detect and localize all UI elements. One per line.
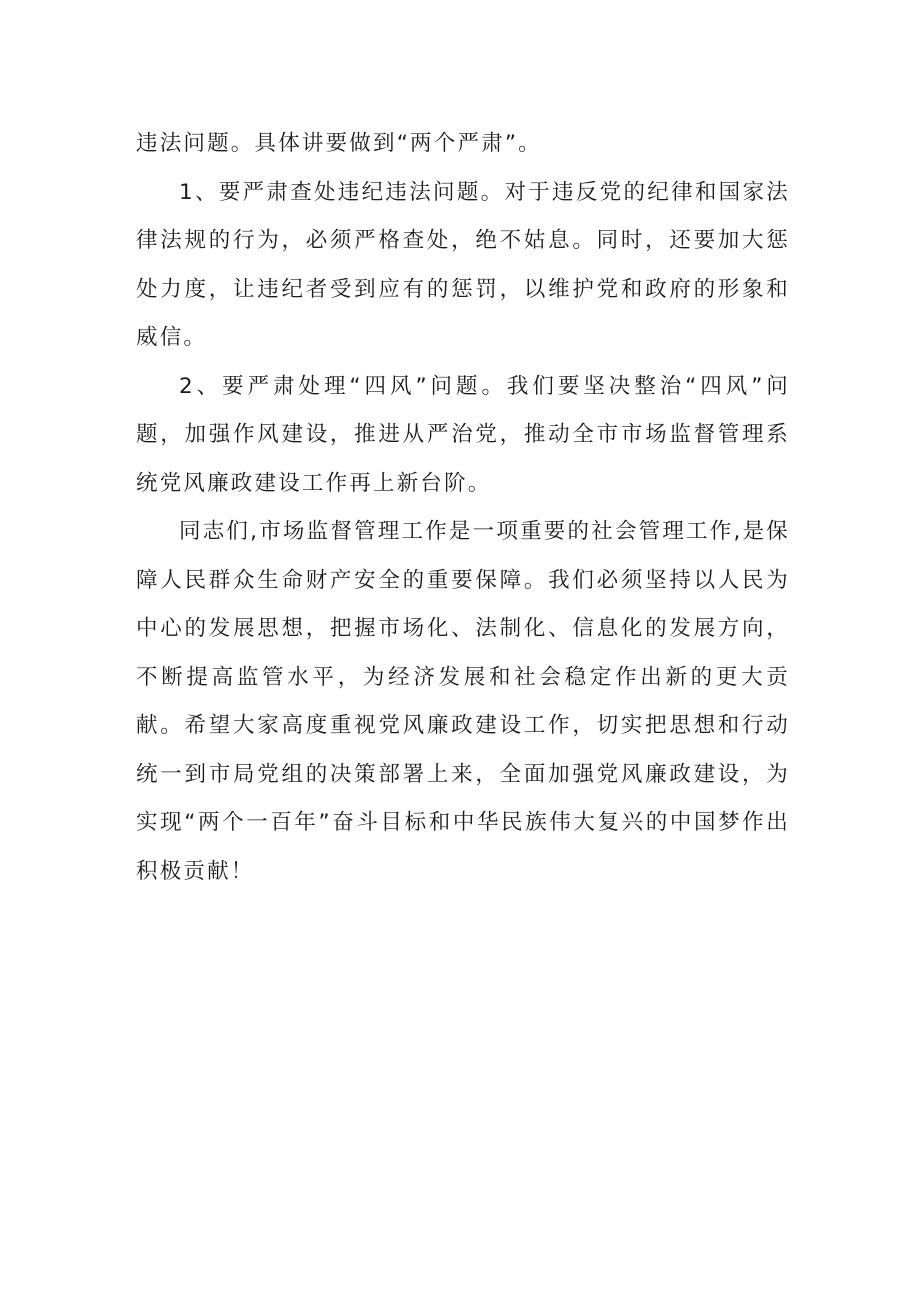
document-body xyxy=(136,120,790,896)
paragraph-item-1: 1、要严肃查处违纪违法问题。对于违反党的纪律和国家法律法规的行为，必须严格查处，绝不姑息。同时，还要加大惩处力度，让违纪者受到应有的惩罚，以维护党和政府的形象和威信。 xyxy=(136,179,790,350)
paragraph-item-2: 2、要严肃处理“四风”问题。我们要坚决整治“四风”问题，加强作风建设，推进从严治党，推动全市市场监督管理系统党风廉政建设工作再上新台阶。 xyxy=(136,373,790,496)
paragraph-continuation: 违法问题。具体讲要做到“两个严肃”。 xyxy=(136,131,542,156)
paragraph-closing: 同志们,市场监督管理工作是一项重要的社会管理工作,是保障人民群众生命财产安全的重要保障。我们必须坚持以人民为中心的发展思想，把握市场化、法制化、信息化的发展方向，不断提高监管水平，为经济发展和社会稳定作出新的更大贡献。希望大家高度重视党风廉政建设工作，切实把思想和行动统一到市局党组的决策部署上来，全面加强党风廉政建设，为实现“两个一百年”奋斗目标和中华民族伟大复兴的中国梦作出积极贡献！ xyxy=(136,519,790,884)
